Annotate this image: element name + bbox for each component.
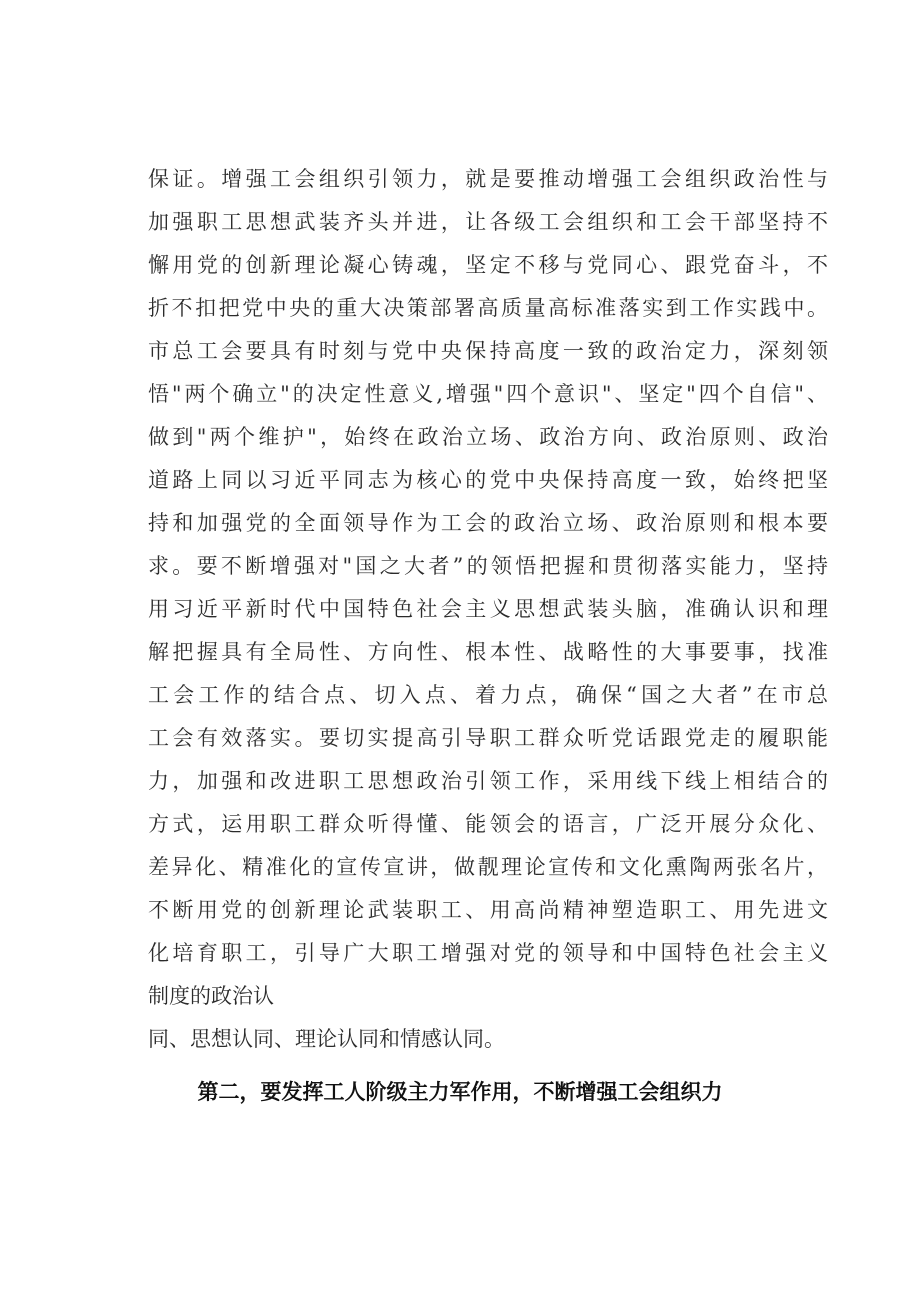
text-line: 用习近平新时代中国特色社会主义思想武装头脑，准确认识和理 [148, 597, 828, 621]
text-line: 懈用党的创新理论凝心铸魂，坚定不移与党同心、跟党奋斗，不 [148, 253, 828, 277]
text-line: 力，加强和改进职工思想政治引领工作，采用线下线上相结合的 [148, 769, 828, 793]
section-heading: 第二，要发挥工人阶级主力军作用，不断增强工会组织力 [197, 1080, 723, 1104]
text-line: 持和加强党的全面领导作为工会的政治立场、政治原则和根本要 [148, 511, 828, 535]
text-line: 化培育职工，引导广大职工增强对党的领导和中国特色社会主义 [148, 941, 828, 965]
text-line: 保证。增强工会组织引领力，就是要推动增强工会组织政治性与 [148, 167, 828, 191]
text-line: 解把握具有全局性、方向性、根本性、战略性的大事要事，找准 [148, 640, 828, 664]
text-line: 差异化、精准化的宣传宣讲，做靓理论宣传和文化熏陶两张名片， [148, 855, 828, 879]
text-line: 悟"两个确立"的决定性意义,增强"四个意识"、坚定"四个自信"、 [148, 382, 828, 406]
text-line: 做到"两个维护"，始终在政治立场、政治方向、政治原则、政治 [148, 425, 828, 449]
text-line: 折不扣把党中央的重大决策部署高质量高标准落实到工作实践中。 [148, 296, 828, 320]
text-line: 工会工作的结合点、切入点、着力点，确保“国之大者”在市总 [148, 683, 828, 707]
text-line: 市总工会要具有时刻与党中央保持高度一致的政治定力，深刻领 [148, 339, 828, 363]
text-line: 方式，运用职工群众听得懂、能领会的语言，广泛开展分众化、 [148, 812, 828, 836]
text-line: 道路上同以习近平同志为核心的党中央保持高度一致，始终把坚 [148, 468, 828, 492]
text-line: 不断用党的创新理论武装职工、用高尚精神塑造职工、用先进文 [148, 898, 828, 922]
text-line: 加强职工思想武装齐头并进，让各级工会组织和工会干部坚持不 [148, 210, 828, 234]
text-line: 制度的政治认 [148, 984, 274, 1008]
text-line: 求。要不断增强对"国之大者”的领悟把握和贯彻落实能力，坚持 [148, 554, 828, 578]
text-line: 同、思想认同、理论认同和情感认同。 [148, 1027, 505, 1051]
text-line: 工会有效落实。要切实提高引导职工群众听党话跟党走的履职能 [148, 726, 828, 750]
body-paragraph [148, 158, 828, 1061]
